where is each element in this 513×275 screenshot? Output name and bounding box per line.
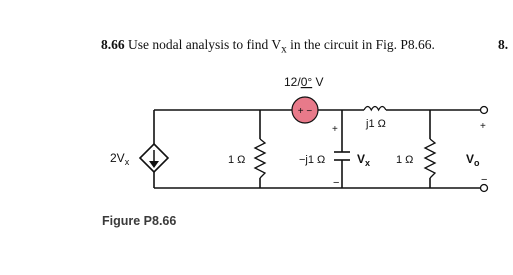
vo-plus: + (480, 121, 486, 132)
vx-label: $V_x$ (357, 152, 371, 168)
vx-minus: − (333, 177, 340, 189)
resistor-left (255, 139, 265, 178)
figure-caption: Figure P8.66 (102, 214, 177, 228)
capacitor (334, 152, 350, 160)
svg-text:+ −: + − (297, 106, 313, 117)
voltage-source-label: 12/0° V (284, 75, 324, 89)
problem-text-rest: in the circuit in Fig. P8.66. (286, 37, 435, 52)
capacitor-label: −j1 Ω (299, 154, 326, 166)
dependent-current-source (140, 144, 168, 172)
resistor-left-label: 1 Ω (228, 154, 246, 166)
resistor-right-label: 1 Ω (396, 154, 414, 166)
problem-text: Use nodal analysis to find V (128, 37, 282, 52)
vo-minus: − (481, 174, 488, 186)
voltage-source (292, 97, 318, 123)
resistor-right (425, 139, 435, 178)
vo-label: $V_o$ (466, 152, 480, 168)
vx-plus: + (332, 124, 338, 135)
dependent-source-label: $2V_x$ (110, 151, 130, 167)
problem-number: 8.66 (101, 37, 125, 52)
inductor-label: j1 Ω (366, 118, 386, 130)
inductor (364, 107, 386, 111)
problem-text-subscript: x (281, 43, 287, 56)
next-problem-marker: 8. (498, 37, 509, 52)
terminal-top (481, 107, 488, 114)
